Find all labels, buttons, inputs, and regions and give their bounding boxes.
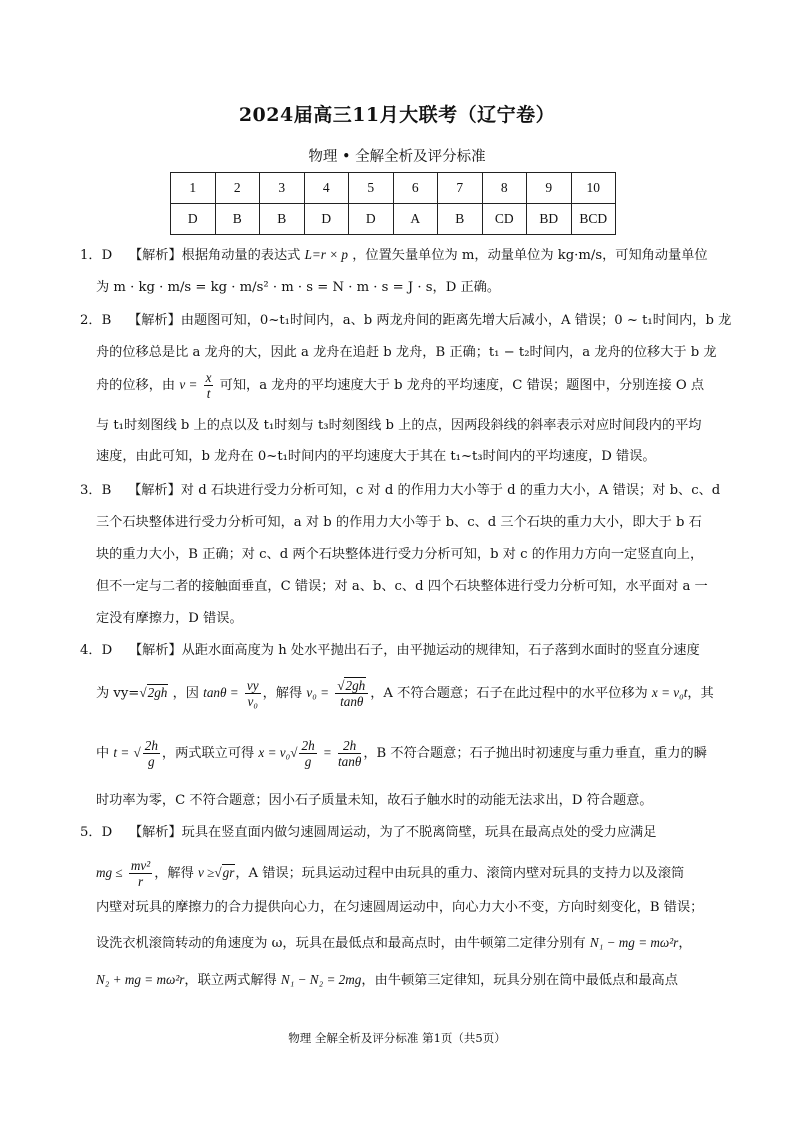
q5-text: ， [678, 936, 692, 951]
v-expression: v ≥ [197, 865, 215, 880]
page-subtitle: 物理 • 全解全析及评分标准 [308, 149, 486, 165]
q3-line-2: 三个石块整体进行受力分析可知，a 对 b 的作用力大小等于 b、c、d 三个石块的重力大小，即大于 b 石 [96, 515, 702, 530]
q3-line-1 [80, 481, 730, 501]
mg-expression: mg ≤ [96, 865, 123, 880]
numerator: vy [246, 678, 259, 693]
denominator: t [206, 386, 211, 401]
table-cell: D [304, 204, 349, 235]
q1-text: ，位置矢量单位为 m，动量单位为 kg·m/s，可知角动量单位 [352, 248, 708, 263]
q2-line-4: 与 t₁时刻图线 b 上的点以及 t₁时刻与 t₃时刻图线 b 上的点，因两段斜线的斜率表示对应时间段内的平均 [96, 418, 702, 433]
q4-line-1 [80, 641, 730, 661]
q5-text: ，解得 [154, 866, 194, 881]
q5-text: 设洗衣机滚筒转动的角速度为 ω，玩具在最低点和最高点时，由牛顿第二定律分别有 [96, 936, 586, 951]
numerator: 2h [301, 738, 315, 754]
question-number: 5．D [80, 825, 113, 840]
q4-text: ，B 不符合题意；石子抛出时初速度与重力垂直，重力的瞬 [363, 746, 707, 761]
q2-line-3 [96, 370, 726, 401]
q4-text: ，A 不符合题意；石子在此过程中的水平位移为 [370, 686, 648, 701]
q4-text: 【解析】从距水面高度为 h 处水平抛出石子，由平抛运动的规律知，石子落到水面时的竖直分速度 [128, 643, 700, 658]
denominator: tanθ [340, 694, 364, 709]
sqrt: √ $\frac{2h}{g}$ [133, 738, 158, 770]
table-cell: 8 [482, 173, 527, 204]
q5-text: ，A 错误；玩具运动过程中由玩具的重力、滚筒内壁对玩具的支持力以及滚筒 [235, 866, 685, 881]
q4-line-4: 时功率为零，C 不符合题意；因小石子质量未知，故石子触水时的动能无法求出，D 符合题意。 [96, 793, 653, 808]
denominator: v₀ [247, 694, 258, 709]
table-cell: CD [482, 204, 527, 235]
q4-line-3 [96, 738, 726, 769]
numerator: x [205, 370, 212, 385]
table-cell: BCD [571, 204, 616, 235]
q5-text: ，联立两式解得 [184, 973, 277, 988]
fraction [143, 738, 160, 769]
fraction [299, 738, 316, 769]
radicand: gr [222, 865, 235, 880]
equals-sign: = [322, 745, 332, 760]
sqrt: √2gh [337, 678, 366, 693]
denominator: g [304, 754, 312, 770]
q4-text: ，因 [172, 686, 199, 701]
q5-line-2 [96, 858, 726, 889]
q2-text: 【解析】由题图可知，0~t₁时间内，a、b 两龙舟间的距离先增大后减小，A 错误；0 ~ t₁时间内，b 龙 [128, 313, 732, 328]
question-number: 2．B [80, 313, 112, 328]
fraction [335, 678, 368, 709]
q1-line-1 [80, 245, 730, 266]
q5-line-4 [96, 933, 726, 954]
table-cell: D [171, 204, 216, 235]
table-cell: BD [527, 204, 572, 235]
q3-text: 【解析】对 d 石块进行受力分析可知，c 对 d 的作用力大小等于 d 的重力大小，A 错误；对 b、c、d [128, 483, 721, 498]
table-cell: A [393, 204, 438, 235]
newton-equation-1: N₁ − mg = mω²r [589, 935, 679, 950]
x-expression: x = v₀ [258, 745, 291, 760]
answer-table-number-row [171, 173, 616, 204]
q2-line-5: 速度，由此可知，b 龙舟在 0~t₁时间内的平均速度大于其在 t₁~t₃时间内的平均速度，D 错误。 [96, 449, 656, 464]
q5-line-5 [96, 970, 726, 991]
q2-text: 舟的位移，由 [96, 378, 176, 393]
tan-expression: tanθ = [203, 685, 239, 700]
fraction [129, 858, 152, 889]
page-footer: 物理 全解全析及评分标准 第1页（共5页） [288, 1031, 506, 1045]
q4-text: ，其 [687, 686, 714, 701]
table-cell: 1 [171, 173, 216, 204]
sqrt: √ $\frac{2h}{g}$ [290, 738, 315, 770]
radicand: 2gh [345, 678, 366, 693]
table-cell: 6 [393, 173, 438, 204]
fraction [338, 738, 361, 769]
fraction [204, 370, 214, 401]
question-number: 1．D [80, 248, 113, 263]
newton-equation-3: N₁ − N₂ = 2mg [280, 972, 362, 987]
angular-momentum-formula: L=r × p [304, 247, 349, 262]
t-expression: t = [113, 745, 130, 760]
q5-line-3: 内壁对玩具的摩擦力的合力提供向心力，在匀速圆周运动中，向心力大小不变，方向时刻变化，B 错误； [96, 900, 704, 915]
table-cell: B [215, 204, 260, 235]
denominator: r [137, 874, 144, 889]
q3-line-3: 块的重力大小，B 正确；对 c、d 两个石块整体进行受力分析可知，b 对 c 的作用力方向一定竖直向上， [96, 547, 704, 562]
question-number: 3．B [80, 483, 112, 498]
table-cell: 3 [260, 173, 305, 204]
table-cell: 10 [571, 173, 616, 204]
page-title: 2024届高三11月大联考（辽宁卷） [238, 104, 556, 126]
sqrt: √2gh [139, 685, 168, 700]
table-cell: 4 [304, 173, 349, 204]
question-number: 4．D [80, 643, 113, 658]
answer-table-answer-row [171, 204, 616, 235]
answer-table [170, 172, 616, 235]
q2-line-2: 舟的位移总是比 a 龙舟的大，因此 a 龙舟在追赶 b 龙舟，B 正确；t₁ − t₂时间内，a 龙舟的位移大于 b 龙 [96, 345, 717, 360]
q1-text: 【解析】根据角动量的表达式 [128, 248, 301, 263]
table-cell: B [260, 204, 305, 235]
q4-text: ，两式联立可得 [161, 746, 255, 761]
q2-text: 可知，a 龙舟的平均速度大于 b 龙舟的平均速度，C 错误；题图中，分别连接 O 点 [219, 378, 705, 393]
q3-line-4: 但不一定与二者的接触面垂直，C 错误；对 a、b、c、d 四个石块整体进行受力分析可知，水平面对 a 一 [96, 579, 708, 594]
numerator: 2h [338, 738, 361, 754]
denominator: g [148, 754, 155, 770]
newton-equation-2: N₂ + mg = mω²r [96, 972, 185, 987]
radicand: 2gh [147, 685, 168, 700]
table-cell: 9 [527, 173, 572, 204]
q4-text: 为 vy= [96, 686, 140, 701]
q4-line-2 [96, 678, 726, 709]
q5-line-1 [80, 823, 730, 843]
numerator: mv² [130, 858, 151, 873]
table-cell: 2 [215, 173, 260, 204]
q1-line-2: 为 m · kg · m/s = kg · m/s² · m · s = N · m · s = J · s，D 正确。 [96, 280, 501, 295]
average-velocity: v = [179, 377, 198, 392]
table-cell: D [349, 204, 394, 235]
v0-expression: v₀ = [306, 685, 330, 700]
table-cell: 7 [438, 173, 483, 204]
q3-line-5: 定没有摩擦力，D 错误。 [96, 611, 243, 626]
table-cell: B [438, 204, 483, 235]
denominator: tanθ [337, 754, 362, 769]
table-cell: 5 [349, 173, 394, 204]
sqrt: √gr [214, 865, 235, 880]
q4-text: 中 [96, 746, 110, 761]
numerator: 2h [144, 738, 158, 754]
numerator [335, 678, 368, 694]
q5-text: 【解析】玩具在竖直面内做匀速圆周运动，为了不脱离筒壁，玩具在最高点处的受力应满足 [128, 825, 657, 840]
q4-text: ，解得 [262, 686, 303, 701]
x-expression: x = v₀t [651, 685, 688, 700]
q2-line-1 [80, 311, 730, 331]
q5-text: ，由牛顿第三定律知，玩具分别在筒中最低点和最高点 [361, 973, 678, 988]
fraction [245, 678, 261, 709]
